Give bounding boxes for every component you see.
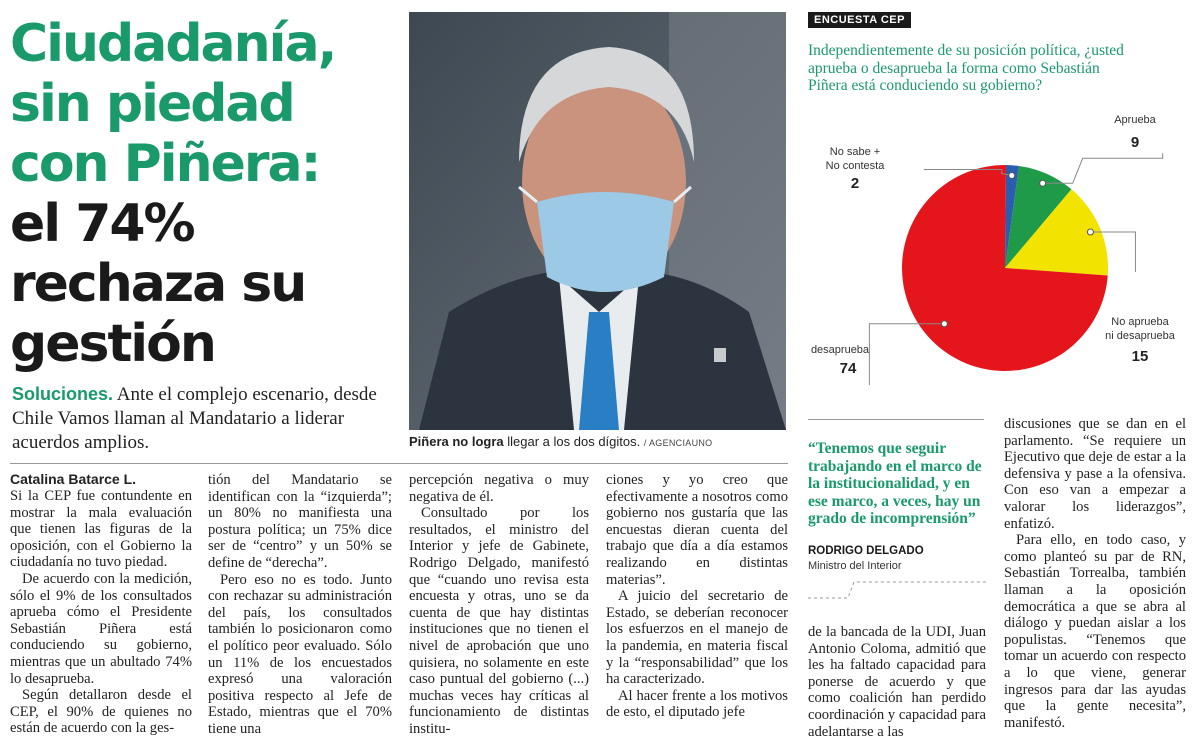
quote-author-role: Ministro del Interior bbox=[808, 560, 902, 572]
slice-marker-dot bbox=[1087, 229, 1093, 235]
dashed-connector bbox=[808, 578, 986, 602]
article-column-5 bbox=[808, 624, 986, 740]
paragraph: Según detallaron desde el CEP, el 90% de quienes no están de acuerdo con la ges- bbox=[10, 687, 192, 737]
paragraph: Para ello, en todo caso, y como planteó su par de RN, Sebastián Torrealba, también llaman a la oposición democrática a que se abra al diálogo y puedan aislar a los populistas. “Tenemos que tomar un acuerdo con respecto a lo que viene, generar ingresos para dar las ayudas que la gente necesita”, manifestó. bbox=[1004, 532, 1186, 731]
paragraph: Consultado por los resultados, el ministro del Interior y jefe de Gabinete, Rodrigo Delgado, manifestó que “cuando uno revisa esta encuesta y otras, uno se da cuenta de que hay distintas instituciones que no tienen el nivel de aprobación que uno quisiera, no solamente en este caso puntual del gobierno (...) muchas veces hay críticas al funcionamiento de distintas institu- bbox=[409, 505, 589, 737]
article-column-6 bbox=[1004, 416, 1186, 731]
slice-label: No aprueba bbox=[1111, 316, 1169, 328]
slice-label: ni desaprueba bbox=[1105, 330, 1175, 342]
survey-tag: ENCUESTA CEP bbox=[808, 12, 911, 28]
headline-line-1: Ciudadanía, bbox=[10, 14, 336, 74]
caption-bold: Piñera no logra bbox=[409, 434, 504, 449]
article-column-2 bbox=[208, 472, 392, 738]
slice-label: No sabe + bbox=[829, 146, 881, 158]
lead-paragraph bbox=[12, 382, 404, 455]
lead-text: Ante el complejo escenario, desde Chile Vamos llaman al Mandatario a liderar acuerdos amplios. bbox=[12, 384, 377, 453]
paragraph: discusiones que se dan en el parlamento. “Se requiere un Ejecutivo que deje de estar a la defensiva y pase a la ofensiva. Con eso van a empezar a valorar los liderazgos”, enfatizó. bbox=[1004, 416, 1186, 532]
article-column-3 bbox=[409, 472, 589, 738]
headline-line-4: el 74% bbox=[10, 194, 194, 254]
lead-label: Soluciones. bbox=[12, 384, 114, 404]
headline bbox=[10, 14, 402, 374]
paragraph: Si la CEP fue contundente en mostrar la mala evaluación que tienen las figuras de la oposición, con el Gobierno la ciudadanía no tuvo piedad. bbox=[10, 488, 192, 571]
slice-label: desaprueba bbox=[810, 344, 870, 356]
byline: Catalina Batarce L. bbox=[10, 471, 137, 487]
slice-marker-dot bbox=[1009, 173, 1015, 179]
slice-value: 2 bbox=[850, 175, 860, 192]
article-column-4 bbox=[606, 472, 788, 721]
paragraph: percepción negativa o muy negativa de él. bbox=[409, 472, 589, 505]
paragraph: De acuerdo con la medición, sólo el 9% de los consultados aprueba cómo el Presidente Sebastián Piñera está conduciendo su gobierno, mientras que un abultado 74% lo desaprueba. bbox=[10, 570, 192, 687]
slice-value: 74 bbox=[839, 360, 857, 377]
paragraph: ciones y yo creo que efectivamente a nosotros como gobierno nos gustaría que las encuestas dieran cuenta del trabajo que día a día estamos realizando en distintas materias”. bbox=[606, 472, 788, 588]
photo-pinera bbox=[409, 12, 786, 430]
paragraph: A juicio del secretario de Estado, se deberían reconocer los esfuerzos en el manejo de la pandemia, en materia fiscal y la “responsabilidad” que los ha caracterizado. bbox=[606, 588, 788, 688]
headline-line-5: rechaza su bbox=[10, 254, 306, 314]
headline-line-6: gestión bbox=[10, 314, 215, 374]
headline-line-3: con Piñera: bbox=[10, 134, 320, 194]
slice-label: Aprueba bbox=[1114, 114, 1156, 126]
slice-label: No contesta bbox=[825, 160, 885, 172]
paragraph: tión del Mandatario se identifican con la “izquierda”; un 80% no manifiesta una postura política; un 75% dice ser de “centro” y un 50% se define de “derecha”. bbox=[208, 472, 392, 571]
quote-divider bbox=[808, 419, 984, 420]
connector-line bbox=[1043, 153, 1163, 183]
photo-credit: / AGENCIAUNO bbox=[643, 438, 713, 448]
pull-quote: “Tenemos que seguir trabajando en el marco de la institucionalidad, y en ese marco, a veces, hay un grado de incomprensión” bbox=[808, 440, 982, 527]
caption-text: llegar a los dos dígitos. bbox=[507, 434, 641, 449]
photo-illustration bbox=[409, 12, 786, 430]
paragraph: Pero eso no es todo. Junto con rechazar su administración del país, los consultados también lo posicionaron como el político peor evaluado. Sólo un 11% de los encuestados expresó una valoración positiva respecto al Jefe de Estado, mientras que el 70% tiene una bbox=[208, 571, 392, 737]
pie-chart bbox=[800, 110, 1190, 385]
slice-value: 9 bbox=[1130, 134, 1140, 151]
slice-value: 15 bbox=[1131, 348, 1149, 365]
headline-line-2: sin piedad bbox=[10, 74, 294, 134]
slice-marker-dot bbox=[941, 321, 947, 327]
divider bbox=[10, 463, 788, 464]
photo-caption bbox=[409, 434, 787, 449]
article-column-1 bbox=[10, 470, 192, 737]
paragraph: de la bancada de la UDI, Juan Antonio Coloma, admitió que les ha faltado capacidad para ponerse de acuerdo y que como coalición han perdido coordinación y capacidad para adelantarse a las bbox=[808, 624, 986, 740]
paragraph: Al hacer frente a los motivos de esto, el diputado jefe bbox=[606, 687, 788, 721]
survey-question: Independientemente de su posición política, ¿usted aprueba o desaprueba la forma como Sebastián Piñera está conduciendo su gobierno? bbox=[808, 42, 1124, 94]
quote-author: RODRIGO DELGADO bbox=[808, 545, 924, 557]
slice-marker-dot bbox=[1040, 180, 1046, 186]
